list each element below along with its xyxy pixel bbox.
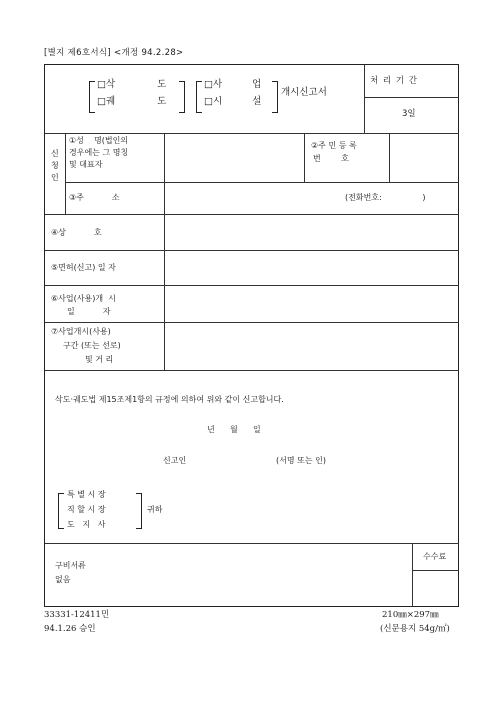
address-label: ③주 소 bbox=[69, 193, 120, 202]
report-form bbox=[44, 64, 459, 607]
revision-note: <개정 94.2.28> bbox=[114, 48, 184, 58]
form-header bbox=[44, 46, 183, 58]
authority-province: 도 지 사 bbox=[67, 520, 106, 529]
required-docs-value: 없음 bbox=[55, 575, 71, 584]
title-bracket-left bbox=[196, 81, 202, 113]
required-docs-label: 구비서류 bbox=[55, 561, 86, 570]
addressee-suffix: 귀하 bbox=[147, 505, 163, 514]
start-date-label-1: ⑥사업(사용)개 시 bbox=[51, 294, 116, 303]
applicant-side-3: 인 bbox=[51, 173, 59, 182]
applicant-side-1: 신 bbox=[51, 149, 59, 158]
authority-special-city: 특 별 시 장 bbox=[67, 490, 106, 499]
processing-value: 3일 bbox=[402, 109, 416, 119]
name-field[interactable] bbox=[165, 134, 303, 181]
license-date-field[interactable] bbox=[165, 251, 458, 284]
title-bracket-left bbox=[89, 81, 95, 113]
authority-metropolitan: 직 할 시 장 bbox=[67, 505, 106, 514]
license-date-label: ⑤면허(신고) 일 자 bbox=[51, 263, 116, 272]
name-label-1: ①성 명(법인의 bbox=[69, 136, 129, 145]
rule bbox=[65, 133, 66, 214]
declaration-text: 삭도·궤도법 제15조제1항의 규정에 의하여 위와 같이 신고합니다. bbox=[55, 395, 284, 404]
approval-date: 94.1.26 승인 bbox=[44, 624, 96, 634]
resident-label-2: 번 호 bbox=[313, 154, 349, 163]
authority-bracket-right bbox=[136, 493, 142, 529]
start-date-label-2: 일 자 bbox=[67, 307, 111, 316]
section-label-1: ⑦사업개시(사용) bbox=[51, 327, 111, 336]
title-suffix: 개시신고서 bbox=[281, 87, 327, 98]
section-label-3: 및 거 리 bbox=[85, 355, 114, 364]
resident-label-1: ②주 민 등 록 bbox=[311, 141, 357, 150]
rule bbox=[412, 570, 459, 571]
rule bbox=[364, 65, 365, 133]
rule bbox=[45, 370, 459, 371]
rule bbox=[412, 543, 413, 607]
title-option-facility: □시 설 bbox=[204, 96, 262, 107]
rule bbox=[45, 543, 459, 544]
rule bbox=[304, 133, 305, 182]
section-label-2: 구간 (또는 선로) bbox=[63, 341, 121, 350]
address-field[interactable] bbox=[165, 183, 340, 213]
title-bracket-right bbox=[272, 81, 278, 113]
title-option-railway: □궤 도 bbox=[97, 96, 167, 107]
processing-label: 처 리 기 간 bbox=[370, 76, 418, 86]
paper-type: (신문용지 54g/㎡) bbox=[380, 624, 450, 634]
start-date-field[interactable] bbox=[165, 286, 458, 321]
trade-name-label: ④상 호 bbox=[51, 228, 102, 237]
authority-bracket-left bbox=[58, 493, 64, 529]
title-bracket-right bbox=[179, 81, 185, 113]
title-option-business: □사 업 bbox=[204, 79, 262, 90]
applicant-side-2: 청 bbox=[51, 161, 59, 170]
form-code: 33331-12411민 bbox=[44, 610, 110, 620]
form-number: [별지 제6호서식] bbox=[44, 48, 112, 58]
fee-label: 수수료 bbox=[423, 552, 447, 561]
declaration-date: 년 월 일 bbox=[207, 425, 261, 434]
trade-name-field[interactable] bbox=[165, 215, 458, 249]
reporter-label: 신고인 bbox=[163, 456, 187, 465]
paper-size: 210㎜×297㎜ bbox=[382, 610, 439, 620]
name-label-3: 및 대표자 bbox=[69, 160, 103, 169]
section-distance-field[interactable] bbox=[165, 323, 458, 369]
name-label-2: 경우에는 그 명칭 bbox=[69, 148, 129, 157]
rule bbox=[364, 97, 459, 98]
phone-label: (전화번호: ) bbox=[345, 193, 426, 202]
signature-label: (서명 또는 인) bbox=[276, 456, 326, 465]
resident-number-field[interactable] bbox=[390, 134, 458, 181]
title-option-cableway: □삭 도 bbox=[97, 79, 167, 90]
